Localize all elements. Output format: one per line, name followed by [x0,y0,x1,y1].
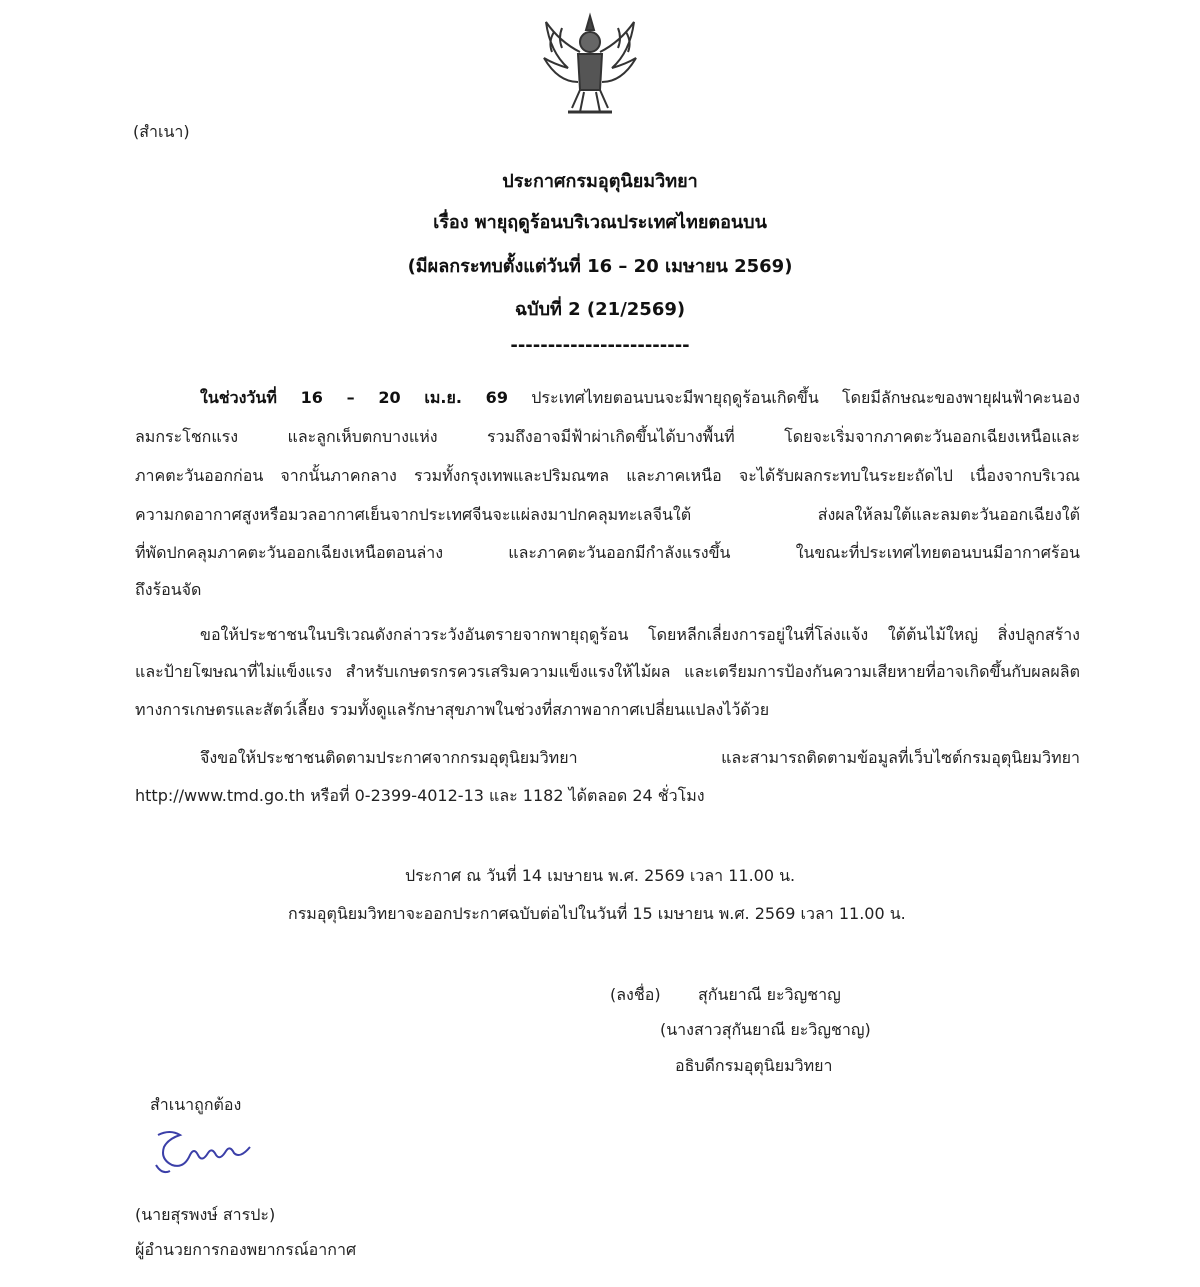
garuda-emblem [540,12,640,120]
paragraph-1-text: ประเทศไทยตอนบนจะมีพายุฤดูร้อนเกิดขึ้น โดยมีลักษณะของพายุฝนฟ้าคะนอง [531,388,1080,407]
issued-date: ประกาศ ณ วันที่ 14 เมษายน พ.ศ. 2569 เวลา 11.00 น. [405,866,796,885]
title-divider: ------------------------ [510,335,690,356]
signed-label: (ลงชื่อ) [610,985,661,1004]
paragraph-1-line: ความกดอากาศสูงหรือมวลอากาศเย็นจากประเทศจีนจะแผ่ลงมาปกคลุมทะเลจีนใต้ ส่งผลให้ลมใต้และลมตะวันออกเฉียงใต้ [135,505,1080,524]
document-title: ประกาศกรมอุตุนิยมวิทยา [502,171,698,192]
certifier-name: (นายสุรพงษ์ สารปะ) [135,1205,276,1224]
paragraph-2-line: ขอให้ประชาชนในบริเวณดังกล่าวระวังอันตรายจากพายุฤดูร้อน โดยหลีกเลี่ยงการอยู่ในที่โล่งแจ้ง ใต้ต้นไม้ใหญ่ สิ่งปลูกสร้าง [200,625,1080,644]
certifier-position: ผู้อำนวยการกองพยากรณ์อากาศ [135,1240,357,1259]
paragraph-1-lead: ในช่วงวันที่ 16 – 20 เม.ย. 69 [200,388,508,407]
paragraph-3-line: http://www.tmd.go.th หรือที่ 0-2399-4012-13 และ 1182 ได้ตลอด 24 ชั่วโมง [135,786,705,805]
next-issue-date: กรมอุตุนิยมวิทยาจะออกประกาศฉบับต่อไปในวันที่ 15 เมษายน พ.ศ. 2569 เวลา 11.00 น. [288,904,906,923]
paragraph-2-line: และป้ายโฆษณาที่ไม่แข็งแรง สำหรับเกษตรกรควรเสริมความแข็งแรงให้ไม้ผล และเตรียมการป้องกันความเสียหายที่อาจเกิดขึ้นกับผลผลิต [135,662,1080,681]
signatory-position: อธิบดีกรมอุตุนิยมวิทยา [675,1056,833,1075]
paragraph-2-line: ทางการเกษตรและสัตว์เลี้ยง รวมทั้งดูแลรักษาสุขภาพในช่วงที่สภาพอากาศเปลี่ยนแปลงไว้ด้วย [135,700,770,719]
paragraph-1-line: ลมกระโชกแรง และลูกเห็บตกบางแห่ง รวมถึงอาจมีฟ้าผ่าเกิดขึ้นได้บางพื้นที่ โดยจะเริ่มจากภาคตะวันออกเฉียงเหนือและ [135,427,1080,446]
paragraph-1-line: ภาคตะวันออกก่อน จากนั้นภาคกลาง รวมทั้งกรุงเทพและปริมณฑล และภาคเหนือ จะได้รับผลกระทบในระยะถัดไป เนื่องจากบริเวณ [135,466,1080,485]
paragraph-3-line: จึงขอให้ประชาชนติดตามประกาศจากกรมอุตุนิยมวิทยา และสามารถติดตามข้อมูลที่เว็บไซต์กรมอุตุนิยมวิทยา [200,748,1080,767]
effective-period: (มีผลกระทบตั้งแต่วันที่ 16 – 20 เมษายน 2569) [407,256,793,277]
signatory-full-name: (นางสาวสุกันยาณี ยะวิญชาญ) [660,1020,871,1039]
handwritten-signature [150,1125,260,1185]
paragraph-1-line: ที่พัดปกคลุมภาคตะวันออกเฉียงเหนือตอนล่าง และภาคตะวันออกมีกำลังแรงขึ้น ในขณะที่ประเทศไทยตอนบนมีอากาศร้อน [135,543,1080,562]
paragraph-1-line: ถึงร้อนจัด [135,580,202,599]
certified-copy-label: สำเนาถูกต้อง [150,1095,242,1114]
signed-name: สุกันยาณี ยะวิญชาญ [698,985,841,1004]
paragraph-1-line [200,386,1080,411]
copy-mark: (สำเนา) [133,122,190,141]
document-subject: เรื่อง พายุฤดูร้อนบริเวณประเทศไทยตอนบน [433,212,767,233]
issue-number: ฉบับที่ 2 (21/2569) [514,299,686,320]
